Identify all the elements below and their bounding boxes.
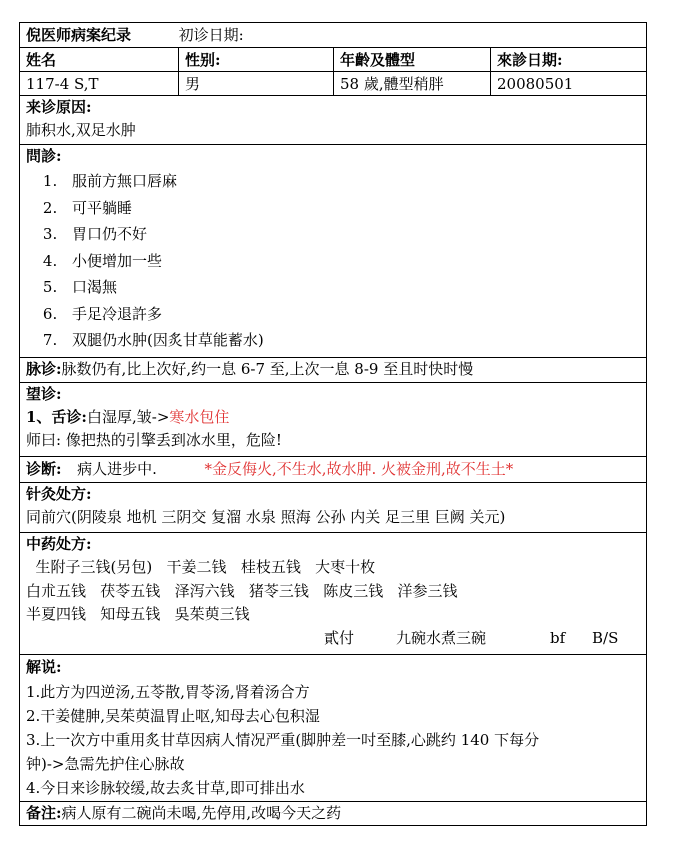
inquiry-item: 5. 口渴無 bbox=[62, 274, 646, 301]
herbs-label: 中药处方: bbox=[26, 535, 92, 553]
dosage-line bbox=[20, 627, 646, 650]
age-label: 年齡及體型 bbox=[333, 48, 490, 71]
cooking-method: 九碗水煮三碗 bbox=[396, 628, 487, 647]
reason-section bbox=[20, 95, 646, 144]
explanation-line: 1.此方为四逆汤,五苓散,胃苓汤,肾着汤合方 bbox=[26, 683, 310, 701]
tongue-text: 白湿厚,皱-> bbox=[86, 408, 170, 426]
explanation-line: 2.干姜健胂,吴茱萸温胃止呕,知母去心包积湿 bbox=[26, 707, 320, 725]
herb-line: 生附子三钱(另包) 干姜二钱 桂枝五钱 大枣十枚 bbox=[26, 558, 376, 576]
inquiry-label: 問診: bbox=[26, 147, 62, 165]
inquiry-item: 2. 可平躺睡 bbox=[62, 195, 646, 222]
inquiry-list bbox=[20, 168, 646, 354]
remarks-text: 病人原有二碗尚未喝,先停用,改喝今天之药 bbox=[61, 804, 342, 822]
teacher-comment: 师曰: 像把热的引擎丢到冰水里，危险! bbox=[26, 431, 282, 449]
explanation-label: 解说: bbox=[26, 658, 62, 676]
first-visit-label: 初诊日期: bbox=[178, 26, 244, 44]
explanation-line: 4.今日来诊脉较缓,故去炙甘草,即可排出水 bbox=[26, 779, 305, 797]
gender-value: 男 bbox=[178, 72, 333, 95]
visit-date-value: 20080501 bbox=[490, 72, 646, 95]
name-value: 117-4 S,T bbox=[26, 75, 99, 93]
explanation-section bbox=[20, 654, 646, 801]
herbs-section bbox=[20, 532, 646, 654]
inquiry-item: 7. 双腿仍水肿(因炙甘草能蓄水) bbox=[62, 327, 646, 354]
herb-line: 白朮五钱 茯苓五钱 泽泻六钱 猪苓三钱 陈皮三钱 洋参三钱 bbox=[26, 581, 458, 600]
gender-label: 性别: bbox=[178, 48, 333, 71]
diagnosis-text: 病人进步中. bbox=[77, 460, 157, 478]
pulse-text: 脉数仍有,比上次好,约一息 6-7 至,上次一息 8-9 至且时快时慢 bbox=[61, 360, 474, 378]
observation-label: 望诊: bbox=[26, 385, 62, 403]
reason-label: 来诊原因: bbox=[26, 98, 92, 116]
title-row bbox=[20, 23, 646, 47]
inquiry-section bbox=[20, 144, 646, 357]
herb-line: 半夏四钱 知母五钱 吳茱萸三钱 bbox=[26, 605, 250, 623]
visit-date-label: 來診日期: bbox=[490, 48, 646, 71]
inquiry-item: 4. 小便增加一些 bbox=[62, 248, 646, 275]
tongue-red-note: 寒水包住 bbox=[169, 408, 230, 426]
remarks-section bbox=[20, 801, 646, 825]
diagnosis-label: 诊断: bbox=[26, 460, 62, 478]
pulse-section bbox=[20, 357, 646, 382]
observation-section bbox=[20, 382, 646, 456]
timing-bf: bf bbox=[550, 628, 566, 647]
acupuncture-label: 针灸处方: bbox=[26, 485, 92, 503]
record-title: 倪医师病案纪录 bbox=[26, 26, 132, 44]
age-value: 58 歲,體型稍胖 bbox=[333, 72, 490, 95]
diagnosis-section bbox=[20, 456, 646, 482]
acupuncture-section bbox=[20, 482, 646, 532]
pulse-label: 脉诊: bbox=[26, 360, 62, 378]
remarks-label: 备注: bbox=[26, 804, 62, 822]
explanation-line: 3.上一次方中重用炙甘草因病人情况严重(脚肿差一吋至膝,心跳约 140 下每分 bbox=[26, 731, 540, 749]
inquiry-item: 3. 胃口仍不好 bbox=[62, 221, 646, 248]
timing-bs: B/S bbox=[592, 628, 619, 647]
case-record-sheet bbox=[19, 22, 647, 826]
inquiry-item: 1. 服前方無口唇麻 bbox=[62, 168, 646, 195]
info-value-row bbox=[20, 71, 646, 95]
inquiry-item: 6. 手足冷退許多 bbox=[62, 301, 646, 328]
dosage: 貳付 bbox=[324, 628, 355, 647]
info-label-row bbox=[20, 47, 646, 71]
diagnosis-red-note: *金反侮火,不生水,故水肿. 火被金刑,故不生土* bbox=[204, 460, 514, 478]
name-label: 姓名 bbox=[26, 51, 57, 69]
acupuncture-text: 同前穴(阴陵泉 地机 三阴交 复溜 水泉 照海 公孙 内关 足三里 巨阙 关元) bbox=[26, 508, 506, 526]
explanation-line: 钟)->急需先护住心脉故 bbox=[26, 755, 185, 773]
tongue-label: 1、舌诊: bbox=[26, 408, 87, 426]
reason-text: 肺积水,双足水肿 bbox=[26, 121, 136, 139]
